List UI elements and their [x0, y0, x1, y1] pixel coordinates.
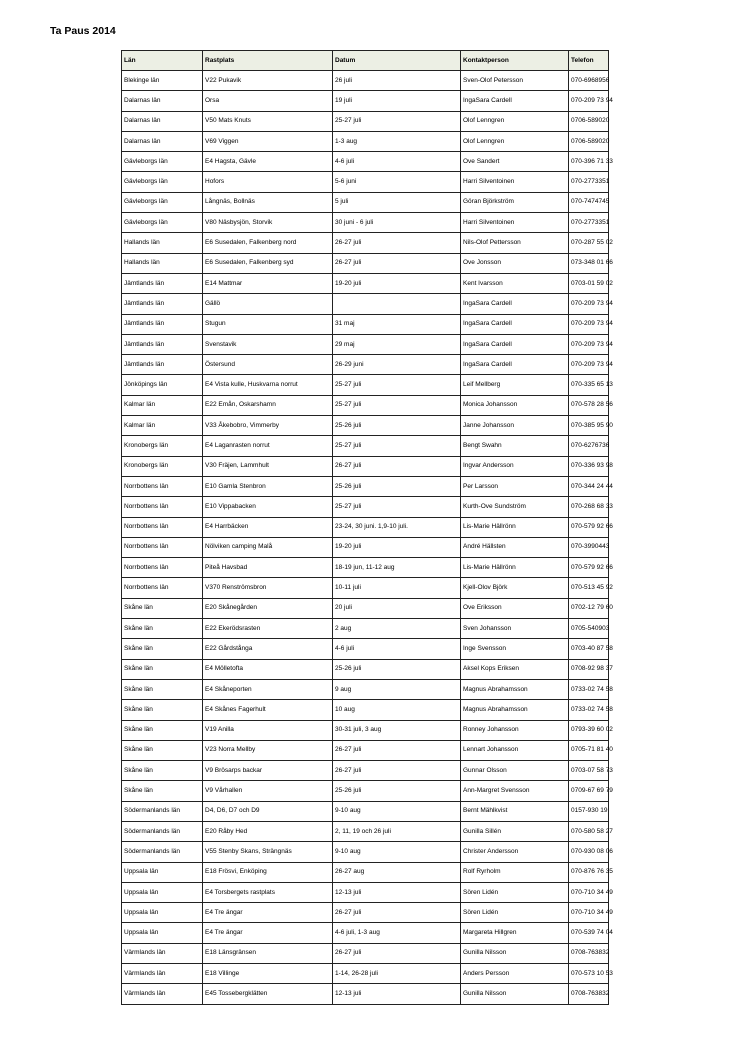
- cell-kontaktperson: Ove Eriksson: [461, 598, 569, 618]
- cell-telefon: 070-573 10 53: [569, 964, 609, 984]
- cell-telefon: 070-209 73 94: [569, 355, 609, 375]
- table-row: [122, 943, 609, 963]
- cell-kontaktperson: IngaSara Cardell: [461, 91, 569, 111]
- cell-lan: Uppsala län: [122, 882, 203, 902]
- cell-lan: Kalmar län: [122, 395, 203, 415]
- cell-kontaktperson: Sven Johansson: [461, 619, 569, 639]
- cell-datum: 25-26 juli: [333, 781, 461, 801]
- cell-rastplats: E4 Mölletofta: [203, 659, 333, 679]
- table-row: [122, 172, 609, 192]
- cell-lan: Jämtlands län: [122, 314, 203, 334]
- cell-kontaktperson: Per Larsson: [461, 476, 569, 496]
- rest-stop-table: [121, 50, 613, 1005]
- cell-telefon: 070-6968956: [569, 71, 609, 91]
- cell-kontaktperson: Lis-Marie Hällrönn: [461, 517, 569, 537]
- cell-datum: 25-27 juli: [333, 436, 461, 456]
- table-row: [122, 740, 609, 760]
- table-body: [122, 71, 613, 1005]
- cell-kontaktperson: Bernt Mählkvist: [461, 801, 569, 821]
- table-row: [122, 720, 609, 740]
- cell-lan: Värmlands län: [122, 964, 203, 984]
- cell-datum: 19 juli: [333, 91, 461, 111]
- cell-datum: 25-27 juli: [333, 111, 461, 131]
- cell-lan: Uppsala län: [122, 903, 203, 923]
- cell-telefon: 070-268 68 33: [569, 497, 609, 517]
- cell-kontaktperson: Christer Andersson: [461, 842, 569, 862]
- cell-kontaktperson: Harri Silventoinen: [461, 172, 569, 192]
- cell-datum: 26-27 juli: [333, 761, 461, 781]
- cell-rastplats: Hofors: [203, 172, 333, 192]
- cell-telefon: 070-930 08 06: [569, 842, 609, 862]
- cell-telefon: 0702-12 79 60: [569, 598, 609, 618]
- cell-lan: Uppsala län: [122, 923, 203, 943]
- cell-kontaktperson: Ingvar Andersson: [461, 456, 569, 476]
- cell-kontaktperson: Magnus Abrahamsson: [461, 700, 569, 720]
- cell-rastplats: V19 Anilla: [203, 720, 333, 740]
- cell-kontaktperson: IngaSara Cardell: [461, 334, 569, 354]
- cell-rastplats: V50 Mats Knuts: [203, 111, 333, 131]
- cell-rastplats: V23 Norra Mellby: [203, 740, 333, 760]
- header-kontaktperson: Kontaktperson: [461, 51, 569, 71]
- cell-kontaktperson: Margareta Hillgren: [461, 923, 569, 943]
- cell-lan: Värmlands län: [122, 984, 203, 1004]
- cell-telefon: 070-578 28 56: [569, 395, 609, 415]
- cell-rastplats: E6 Susedalen, Falkenberg syd: [203, 253, 333, 273]
- cell-datum: 12-13 juli: [333, 882, 461, 902]
- cell-datum: 1-3 aug: [333, 131, 461, 151]
- cell-telefon: 070-580 58 27: [569, 821, 609, 841]
- table-row: [122, 517, 609, 537]
- cell-datum: 9 aug: [333, 679, 461, 699]
- header-rastplats: Rastplats: [203, 51, 333, 71]
- table-row: [122, 821, 609, 841]
- cell-lan: Skåne län: [122, 659, 203, 679]
- table-row: [122, 923, 609, 943]
- cell-kontaktperson: Lis-Marie Hällrönn: [461, 558, 569, 578]
- cell-rastplats: E4 Tre ängar: [203, 903, 333, 923]
- cell-telefon: 0706-589020: [569, 131, 609, 151]
- cell-lan: Gävleborgs län: [122, 152, 203, 172]
- cell-telefon: 070-209 73 94: [569, 91, 609, 111]
- cell-datum: 12-13 juli: [333, 984, 461, 1004]
- cell-datum: 29 maj: [333, 334, 461, 354]
- cell-datum: 26-27 juli: [333, 943, 461, 963]
- cell-datum: 26-29 juni: [333, 355, 461, 375]
- cell-datum: 4-6 juli, 1-3 aug: [333, 923, 461, 943]
- cell-kontaktperson: Kent Ivarsson: [461, 273, 569, 293]
- cell-lan: Skåne län: [122, 740, 203, 760]
- table-row: [122, 964, 609, 984]
- cell-telefon: 0157-930 19: [569, 801, 609, 821]
- cell-lan: Södermanlands län: [122, 801, 203, 821]
- cell-kontaktperson: Sören Lidén: [461, 903, 569, 923]
- cell-kontaktperson: Nils-Olof Pettersson: [461, 233, 569, 253]
- cell-telefon: 070-209 73 94: [569, 314, 609, 334]
- table-row: [122, 375, 609, 395]
- table-row: [122, 558, 609, 578]
- cell-rastplats: E4 Torsbergets rastplats: [203, 882, 333, 902]
- table-header-row: [122, 51, 609, 71]
- cell-rastplats: Orsa: [203, 91, 333, 111]
- cell-kontaktperson: Göran Björkström: [461, 192, 569, 212]
- cell-rastplats: E18 Villinge: [203, 964, 333, 984]
- table-row: [122, 659, 609, 679]
- cell-kontaktperson: Gunnar Olsson: [461, 761, 569, 781]
- document-title: Ta Paus 2014: [50, 25, 116, 37]
- table-row: [122, 984, 609, 1004]
- cell-rastplats: V30 Fräjen, Lammhult: [203, 456, 333, 476]
- cell-kontaktperson: André Hällsten: [461, 537, 569, 557]
- cell-datum: 10 aug: [333, 700, 461, 720]
- cell-lan: Uppsala län: [122, 862, 203, 882]
- cell-datum: 25-26 juli: [333, 476, 461, 496]
- cell-telefon: 0706-589020: [569, 111, 609, 131]
- cell-telefon: 070-7474745: [569, 192, 609, 212]
- cell-lan: Värmlands län: [122, 943, 203, 963]
- table-row: [122, 598, 609, 618]
- cell-kontaktperson: Gunilla Sillén: [461, 821, 569, 841]
- cell-datum: 4-6 juli: [333, 152, 461, 172]
- table-row: [122, 497, 609, 517]
- cell-kontaktperson: Lennart Johansson: [461, 740, 569, 760]
- cell-telefon: 070-335 65 13: [569, 375, 609, 395]
- table-row: [122, 355, 609, 375]
- cell-datum: 26-27 juli: [333, 456, 461, 476]
- table-row: [122, 537, 609, 557]
- cell-kontaktperson: Janne Johansson: [461, 416, 569, 436]
- cell-datum: 19-20 juli: [333, 273, 461, 293]
- header-datum: Datum: [333, 51, 461, 71]
- cell-datum: [333, 294, 461, 314]
- cell-lan: Norrbottens län: [122, 517, 203, 537]
- cell-lan: Norrbottens län: [122, 497, 203, 517]
- table-row: [122, 619, 609, 639]
- cell-telefon: 070-3990443: [569, 537, 609, 557]
- cell-rastplats: V370 Renströmsbron: [203, 578, 333, 598]
- header-telefon: Telefon: [569, 51, 609, 71]
- cell-rastplats: E18 Frösvi, Enköping: [203, 862, 333, 882]
- table-row: [122, 131, 609, 151]
- cell-rastplats: E22 Gårdstånga: [203, 639, 333, 659]
- cell-datum: 2 aug: [333, 619, 461, 639]
- cell-lan: Dalarnas län: [122, 131, 203, 151]
- cell-telefon: 070-344 24 44: [569, 476, 609, 496]
- cell-telefon: 0703-40 87 58: [569, 639, 609, 659]
- cell-kontaktperson: Anders Persson: [461, 964, 569, 984]
- cell-lan: Norrbottens län: [122, 537, 203, 557]
- cell-kontaktperson: Ann-Margret Svensson: [461, 781, 569, 801]
- cell-rastplats: V9 Vårhallen: [203, 781, 333, 801]
- cell-telefon: 070-2773351: [569, 213, 609, 233]
- cell-datum: 25-27 juli: [333, 497, 461, 517]
- cell-telefon: 070-6276736: [569, 436, 609, 456]
- cell-datum: 5 juli: [333, 192, 461, 212]
- cell-telefon: 0733-02 74 58: [569, 679, 609, 699]
- table-row: [122, 395, 609, 415]
- cell-rastplats: E4 Skånes Fagerhult: [203, 700, 333, 720]
- cell-telefon: 070-287 55 02: [569, 233, 609, 253]
- cell-rastplats: V22 Pukavik: [203, 71, 333, 91]
- cell-lan: Skåne län: [122, 761, 203, 781]
- cell-telefon: 0703-07 58 73: [569, 761, 609, 781]
- table-row: [122, 416, 609, 436]
- cell-datum: 1-14, 26-28 juli: [333, 964, 461, 984]
- cell-telefon: 0708-763832: [569, 943, 609, 963]
- table-row: [122, 700, 609, 720]
- cell-telefon: 0793-39 60 02: [569, 720, 609, 740]
- cell-rastplats: E10 Vippabacken: [203, 497, 333, 517]
- table-row: [122, 842, 609, 862]
- cell-telefon: 0703-01 59 02: [569, 273, 609, 293]
- cell-lan: Gävleborgs län: [122, 192, 203, 212]
- cell-telefon: 070-579 92 66: [569, 558, 609, 578]
- cell-kontaktperson: Kjell-Olov Björk: [461, 578, 569, 598]
- cell-rastplats: V80 Näsbysjön, Storvik: [203, 213, 333, 233]
- cell-telefon: 070-579 92 66: [569, 517, 609, 537]
- cell-rastplats: E4 Skåneporten: [203, 679, 333, 699]
- table-row: [122, 314, 609, 334]
- cell-datum: 26-27 juli: [333, 253, 461, 273]
- table-row: [122, 294, 609, 314]
- cell-datum: 19-20 juli: [333, 537, 461, 557]
- cell-lan: Norrbottens län: [122, 578, 203, 598]
- cell-rastplats: E14 Mattmar: [203, 273, 333, 293]
- cell-lan: Kalmar län: [122, 416, 203, 436]
- cell-lan: Norrbottens län: [122, 476, 203, 496]
- cell-kontaktperson: Harri Silventoinen: [461, 213, 569, 233]
- cell-telefon: 070-513 45 92: [569, 578, 609, 598]
- table-row: [122, 273, 609, 293]
- table-row: [122, 213, 609, 233]
- table-row: [122, 882, 609, 902]
- cell-rastplats: V55 Stenby Skans, Strängnäs: [203, 842, 333, 862]
- cell-telefon: 070-336 93 98: [569, 456, 609, 476]
- table-row: [122, 781, 609, 801]
- cell-lan: Kronobergs län: [122, 456, 203, 476]
- cell-kontaktperson: IngaSara Cardell: [461, 294, 569, 314]
- cell-kontaktperson: IngaSara Cardell: [461, 314, 569, 334]
- cell-kontaktperson: Sven-Olof Petersson: [461, 71, 569, 91]
- cell-rastplats: E10 Gamla Stenbron: [203, 476, 333, 496]
- cell-telefon: 070-209 73 94: [569, 334, 609, 354]
- cell-datum: 30-31 juli, 3 aug: [333, 720, 461, 740]
- table-row: [122, 862, 609, 882]
- table-row: [122, 578, 609, 598]
- cell-datum: 25-26 juli: [333, 416, 461, 436]
- cell-telefon: 070-710 34 49: [569, 903, 609, 923]
- cell-lan: Skåne län: [122, 639, 203, 659]
- cell-lan: Dalarnas län: [122, 111, 203, 131]
- cell-telefon: 070-539 74 04: [569, 923, 609, 943]
- cell-kontaktperson: Rolf Ryrholm: [461, 862, 569, 882]
- cell-lan: Jämtlands län: [122, 294, 203, 314]
- table-row: [122, 761, 609, 781]
- table-row: [122, 152, 609, 172]
- cell-datum: 25-27 juli: [333, 375, 461, 395]
- cell-lan: Dalarnas län: [122, 91, 203, 111]
- table-row: [122, 801, 609, 821]
- cell-datum: 26-27 juli: [333, 740, 461, 760]
- cell-datum: 9-10 aug: [333, 842, 461, 862]
- cell-kontaktperson: Monica Johansson: [461, 395, 569, 415]
- cell-datum: 25-26 juli: [333, 659, 461, 679]
- cell-rastplats: V33 Åkebobro, Vimmerby: [203, 416, 333, 436]
- cell-telefon: 0708-92 98 37: [569, 659, 609, 679]
- cell-lan: Blekinge län: [122, 71, 203, 91]
- cell-telefon: 0705-540903: [569, 619, 609, 639]
- table-row: [122, 679, 609, 699]
- cell-rastplats: V9 Brösarps backar: [203, 761, 333, 781]
- cell-kontaktperson: Kurth-Ove Sundström: [461, 497, 569, 517]
- cell-rastplats: E22 Ekerödsrasten: [203, 619, 333, 639]
- cell-lan: Hallands län: [122, 253, 203, 273]
- cell-telefon: 070-396 71 33: [569, 152, 609, 172]
- cell-datum: 30 juni - 6 juli: [333, 213, 461, 233]
- cell-datum: 18-19 jun, 11-12 aug: [333, 558, 461, 578]
- cell-kontaktperson: Gunilla Nilsson: [461, 984, 569, 1004]
- cell-lan: Jönköpings län: [122, 375, 203, 395]
- cell-rastplats: Stugun: [203, 314, 333, 334]
- cell-kontaktperson: IngaSara Cardell: [461, 355, 569, 375]
- cell-lan: Jämtlands län: [122, 334, 203, 354]
- cell-rastplats: D4, D6, D7 och D9: [203, 801, 333, 821]
- cell-kontaktperson: Gunilla Nilsson: [461, 943, 569, 963]
- cell-lan: Jämtlands län: [122, 273, 203, 293]
- table-row: [122, 233, 609, 253]
- cell-kontaktperson: Magnus Abrahamsson: [461, 679, 569, 699]
- cell-rastplats: E4 Hagsta, Gävle: [203, 152, 333, 172]
- cell-lan: Jämtlands län: [122, 355, 203, 375]
- cell-lan: Skåne län: [122, 619, 203, 639]
- cell-rastplats: E20 Råby Hed: [203, 821, 333, 841]
- cell-datum: 26-27 juli: [333, 233, 461, 253]
- cell-rastplats: Gällö: [203, 294, 333, 314]
- cell-rastplats: E4 Laganrasten norrut: [203, 436, 333, 456]
- table-row: [122, 903, 609, 923]
- cell-lan: Skåne län: [122, 679, 203, 699]
- cell-rastplats: Långnäs, Bollnäs: [203, 192, 333, 212]
- cell-kontaktperson: Ove Sandert: [461, 152, 569, 172]
- cell-datum: 26-27 aug: [333, 862, 461, 882]
- cell-kontaktperson: Aksel Kops Eriksen: [461, 659, 569, 679]
- cell-datum: 2, 11, 19 och 26 juli: [333, 821, 461, 841]
- cell-telefon: 070-876 76 35: [569, 862, 609, 882]
- cell-datum: 10-11 juli: [333, 578, 461, 598]
- cell-datum: 4-6 juli: [333, 639, 461, 659]
- cell-rastplats: Nölviken camping Malå: [203, 537, 333, 557]
- cell-kontaktperson: Sören Lidén: [461, 882, 569, 902]
- cell-telefon: 073-348 01 66: [569, 253, 609, 273]
- cell-lan: Kronobergs län: [122, 436, 203, 456]
- table-row: [122, 91, 609, 111]
- cell-telefon: 0709-67 69 79: [569, 781, 609, 801]
- cell-datum: 5-6 juni: [333, 172, 461, 192]
- cell-datum: 31 maj: [333, 314, 461, 334]
- cell-lan: Hallands län: [122, 233, 203, 253]
- cell-rastplats: V69 Viggen: [203, 131, 333, 151]
- table-row: [122, 253, 609, 273]
- cell-lan: Norrbottens län: [122, 558, 203, 578]
- header-lan: Län: [122, 51, 203, 71]
- cell-datum: 23-24, 30 juni. 1,9-10 juli.: [333, 517, 461, 537]
- cell-rastplats: E4 Vista kulle, Huskvarna norrut: [203, 375, 333, 395]
- cell-telefon: 0708-763832: [569, 984, 609, 1004]
- cell-rastplats: Svenstavik: [203, 334, 333, 354]
- cell-datum: 26-27 juli: [333, 903, 461, 923]
- cell-datum: 20 juli: [333, 598, 461, 618]
- table-row: [122, 436, 609, 456]
- table-row: [122, 476, 609, 496]
- cell-kontaktperson: Olof Lenngren: [461, 131, 569, 151]
- cell-lan: Gävleborgs län: [122, 172, 203, 192]
- cell-lan: Södermanlands län: [122, 821, 203, 841]
- cell-datum: 26 juli: [333, 71, 461, 91]
- cell-rastplats: E18 Länsgränsen: [203, 943, 333, 963]
- cell-kontaktperson: Inge Svensson: [461, 639, 569, 659]
- cell-lan: Skåne län: [122, 720, 203, 740]
- cell-kontaktperson: Leif Mellberg: [461, 375, 569, 395]
- cell-lan: Södermanlands län: [122, 842, 203, 862]
- cell-rastplats: E6 Susedalen, Falkenberg nord: [203, 233, 333, 253]
- cell-telefon: 0733-02 74 58: [569, 700, 609, 720]
- cell-kontaktperson: Ove Jonsson: [461, 253, 569, 273]
- cell-datum: 9-10 aug: [333, 801, 461, 821]
- table-row: [122, 639, 609, 659]
- cell-telefon: 0705-71 81 40: [569, 740, 609, 760]
- table-row: [122, 456, 609, 476]
- cell-lan: Gävleborgs län: [122, 213, 203, 233]
- cell-lan: Skåne län: [122, 598, 203, 618]
- cell-telefon: 070-209 73 94: [569, 294, 609, 314]
- table-row: [122, 111, 609, 131]
- cell-rastplats: E4 Tre ängar: [203, 923, 333, 943]
- cell-rastplats: Östersund: [203, 355, 333, 375]
- table-row: [122, 334, 609, 354]
- cell-kontaktperson: Olof Lenngren: [461, 111, 569, 131]
- cell-telefon: 070-2773351: [569, 172, 609, 192]
- cell-rastplats: E20 Skånegården: [203, 598, 333, 618]
- cell-telefon: 070-710 34 49: [569, 882, 609, 902]
- cell-rastplats: E22 Emån, Oskarshamn: [203, 395, 333, 415]
- table-row: [122, 71, 609, 91]
- cell-telefon: 070-385 95 90: [569, 416, 609, 436]
- cell-lan: Skåne län: [122, 781, 203, 801]
- cell-datum: 25-27 juli: [333, 395, 461, 415]
- cell-rastplats: Piteå Havsbad: [203, 558, 333, 578]
- cell-kontaktperson: Ronney Johansson: [461, 720, 569, 740]
- cell-rastplats: E45 Tossebergklätten: [203, 984, 333, 1004]
- cell-kontaktperson: Bengt Swahn: [461, 436, 569, 456]
- table-row: [122, 192, 609, 212]
- cell-rastplats: E4 Harrbäcken: [203, 517, 333, 537]
- cell-lan: Skåne län: [122, 700, 203, 720]
